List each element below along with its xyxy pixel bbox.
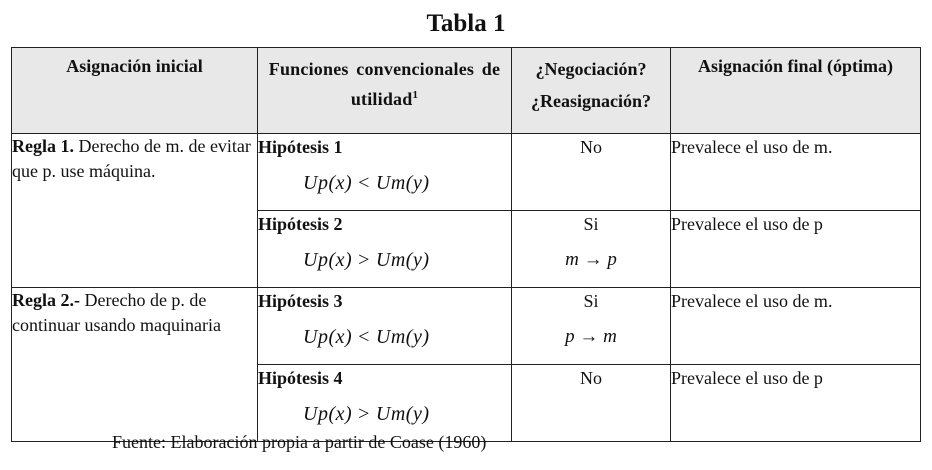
formula-relation: < bbox=[358, 326, 370, 348]
formula-right: Um(y) bbox=[375, 403, 430, 425]
negociacion-4-value: No bbox=[580, 368, 602, 388]
hipotesis-3-cell bbox=[258, 288, 512, 365]
final-4-cell bbox=[671, 365, 921, 442]
hipotesis-4-title: Hipótesis 4 bbox=[258, 368, 343, 388]
negociacion-3-value: Si bbox=[583, 291, 599, 311]
formula-right: Um(y) bbox=[375, 326, 430, 348]
header-asignacion-final bbox=[671, 48, 921, 134]
final-4-value: Prevalece el uso de p bbox=[671, 368, 823, 388]
header-asignacion-inicial-label: Asignación inicial bbox=[66, 56, 203, 76]
header-funciones bbox=[258, 48, 512, 134]
final-1-value: Prevalece el uso de m. bbox=[671, 137, 833, 157]
hipotesis-1-title: Hipótesis 1 bbox=[258, 137, 343, 157]
table-title: Tabla 1 bbox=[426, 10, 506, 37]
formula-right: Um(y) bbox=[375, 249, 430, 271]
negociacion-2-arrow: m → p bbox=[565, 249, 617, 270]
hipotesis-3-title: Hipótesis 3 bbox=[258, 291, 343, 311]
regla-2-label: Regla 2.- bbox=[12, 290, 80, 310]
hipotesis-4-cell bbox=[258, 365, 512, 442]
negociacion-1-value: No bbox=[580, 137, 602, 157]
final-3-value: Prevalece el uso de m. bbox=[671, 291, 833, 311]
negociacion-2-value: Si bbox=[583, 214, 599, 234]
formula-relation: > bbox=[358, 249, 370, 271]
formula-right: Um(y) bbox=[375, 172, 430, 194]
header-funciones-label bbox=[258, 56, 511, 112]
header-reasignacion-label: ¿Reasignación? bbox=[530, 91, 651, 111]
table-row bbox=[12, 134, 921, 211]
formula-left: Up(x) bbox=[303, 326, 353, 348]
header-negociacion-label: ¿Negociación? bbox=[535, 59, 647, 79]
hipotesis-2-title: Hipótesis 2 bbox=[258, 214, 343, 234]
regla-1-text: Derecho de m. de evitar que p. use máquina. bbox=[12, 136, 251, 181]
negociacion-3-arrow: p → m bbox=[565, 326, 617, 347]
hipotesis-1-formula bbox=[303, 172, 511, 195]
final-1-cell bbox=[671, 134, 921, 211]
table-row bbox=[12, 288, 921, 365]
header-asignacion-inicial bbox=[12, 48, 258, 134]
header-funciones-text: Funciones convencionales de utilidad bbox=[268, 59, 501, 109]
negociacion-1-cell bbox=[512, 134, 671, 211]
negociacion-4-cell bbox=[512, 365, 671, 442]
regla-1-cell bbox=[12, 134, 258, 288]
source-note: Fuente: Elaboración propia a partir de Coase (1960) bbox=[112, 432, 487, 452]
hipotesis-1-cell bbox=[258, 134, 512, 211]
hipotesis-4-formula bbox=[303, 403, 511, 426]
hipotesis-2-cell bbox=[258, 211, 512, 288]
final-3-cell bbox=[671, 288, 921, 365]
hipotesis-3-formula bbox=[303, 326, 511, 349]
formula-left: Up(x) bbox=[303, 172, 353, 194]
header-row bbox=[12, 48, 921, 134]
negociacion-2-cell bbox=[512, 211, 671, 288]
formula-relation: < bbox=[358, 172, 370, 194]
coase-table bbox=[11, 47, 921, 442]
negociacion-3-cell bbox=[512, 288, 671, 365]
header-negociacion bbox=[512, 48, 671, 134]
formula-left: Up(x) bbox=[303, 249, 353, 271]
final-2-value: Prevalece el uso de p bbox=[671, 214, 823, 234]
regla-1-label: Regla 1. bbox=[12, 136, 74, 156]
header-asignacion-final-label: Asignación final (óptima) bbox=[697, 56, 893, 76]
final-2-cell bbox=[671, 211, 921, 288]
regla-2-text: Derecho de p. de continuar usando maquinaria bbox=[12, 290, 221, 335]
formula-left: Up(x) bbox=[303, 403, 353, 425]
hipotesis-2-formula bbox=[303, 249, 511, 272]
regla-2-cell bbox=[12, 288, 258, 442]
footnote-marker: 1 bbox=[412, 89, 419, 101]
formula-relation: > bbox=[358, 403, 370, 425]
